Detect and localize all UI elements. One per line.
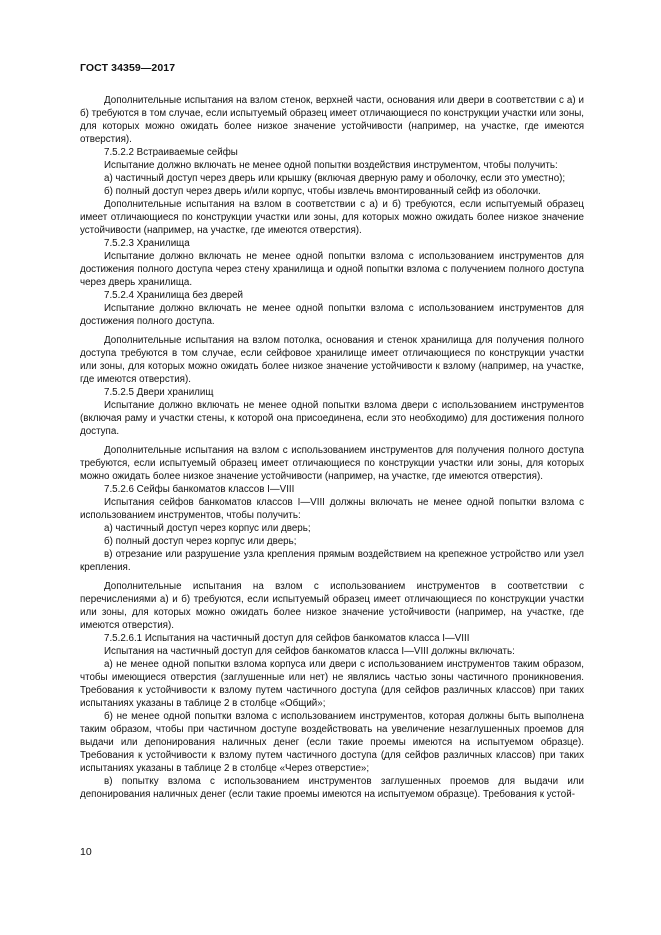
- paragraph: Дополнительные испытания на взлом с использованием инструментов для получения полного доступа требуются, если испытуемый образец имеет отличающиеся по конструкции участки или зоны, для которых можно ожидать более низкое значение устойчивости (например, на участке, где имеются отверстия).: [80, 445, 584, 482]
- section-heading: 7.5.2.2 Встраиваемые сейфы: [104, 147, 238, 158]
- paragraph: Дополнительные испытания на взлом потолка, основания и стенок хранилища для получения полного доступа требуются в том случае, если сейфовое хранилище имеет отличающиеся по конструкции участки или зоны, для которых можно ожидать более низкое значение устойчивости к взлому (например, на участке, где имеются отверстия).: [80, 335, 584, 385]
- paragraph: Испытание должно включать не менее одной попытки взлома с использованием инструментов для достижения полного доступа через стену хранилища и одной попытки взлома с получением полного доступа через дверь хранилища.: [80, 251, 584, 288]
- paragraph: Испытания на частичный доступ для сейфов банкоматов класса I—VIII должны включать:: [104, 646, 515, 657]
- paragraph: Дополнительные испытания на взлом в соответствии с а) и б) требуются, если испытуемый образец имеет отличающиеся по конструкции участки или зоны, для которых можно ожидать более низкое значение устойчивости (например, на участке, где имеются отверстия).: [80, 199, 584, 236]
- section-heading: 7.5.2.4 Хранилища без дверей: [104, 290, 243, 301]
- section-heading: 7.5.2.5 Двери хранилищ: [104, 387, 214, 398]
- paragraph: Дополнительные испытания на взлом стенок, верхней части, основания или двери в соответствии с а) и б) требуются в том случае, если испытуемый образец имеет отличающиеся по конструкции участки или зоны, для которых можно ожидать более низкое значение устойчивости (например, на участке, где имеются отверстия).: [80, 95, 584, 145]
- page-number: 10: [80, 846, 92, 858]
- list-item: б) полный доступ через корпус или дверь;: [104, 536, 297, 547]
- document-header: ГОСТ 34359—2017: [80, 62, 176, 74]
- document-body: [80, 94, 584, 801]
- paragraph: Испытания сейфов банкоматов классов I—VIII должны включать не менее одной попытки взлома с использованием инструментов, чтобы получить:: [80, 497, 584, 521]
- list-item: б) полный доступ через дверь и/или корпус, чтобы извлечь вмонтированный сейф из оболочки.: [104, 186, 541, 197]
- list-item: а) не менее одной попытки взлома корпуса или двери с использованием инструментов таким образом, чтобы имеющиеся отверстия (заглушенные или нет) не являлись частью зоны частичного проникновения. Требования к устойчивости к взлому путем частичного доступа (для сейфов различных классов) при таких испытаниях указаны в таблице 2 в столбце «Общий»;: [80, 659, 584, 709]
- section-heading: 7.5.2.6 Сейфы банкоматов классов I—VIII: [104, 484, 295, 495]
- list-item: в) отрезание или разрушение узла крепления прямым воздействием на крепежное устройство или узел крепления.: [80, 549, 584, 573]
- list-item: б) не менее одной попытки взлома с использованием инструментов, которая должны быть выполнена таким образом, чтобы при частичном доступе воздействовать на увеличение незаглушенных проемов для выдачи или депонирования наличных денег (если такие проемы имеются на испытуемом образце). Требования к устойчивости к взлому путем частичного доступа (для сейфов различных классов) при таких испытаниях указаны в таблице 2 в столбце «Через отверстие»;: [80, 711, 584, 774]
- section-heading: 7.5.2.3 Хранилища: [104, 238, 190, 249]
- paragraph: Испытание должно включать не менее одной попытки взлома двери с использованием инструментов (включая раму и участки стены, к которой она присоединена, если это необходимо) для достижения полного доступа.: [80, 400, 584, 437]
- section-heading: 7.5.2.6.1 Испытания на частичный доступ для сейфов банкоматов класса I—VIII: [104, 633, 470, 644]
- list-item: а) частичный доступ через корпус или дверь;: [104, 523, 311, 534]
- paragraph: Испытание должно включать не менее одной попытки взлома с использованием инструментов для достижения полного доступа.: [80, 303, 584, 327]
- paragraph: Испытание должно включать не менее одной попытки воздействия инструментом, чтобы получить:: [104, 160, 558, 171]
- list-item: а) частичный доступ через дверь или крышку (включая дверную раму и оболочку, если это уместно);: [104, 173, 566, 184]
- paragraph: Дополнительные испытания на взлом с использованием инструментов в соответствии с перечислениями а) и б) требуются, если испытуемый образец имеет отличающиеся по конструкции участки или зоны, для которых можно ожидать более низкое значение устойчивости (например, на участке, где имеются отверстия).: [80, 581, 584, 631]
- list-item: в) попытку взлома с использованием инструментов заглушенных проемов для выдачи или депонирования наличных денег (если такие проемы имеются на испытуемом образце). Требования к устой-: [80, 776, 584, 800]
